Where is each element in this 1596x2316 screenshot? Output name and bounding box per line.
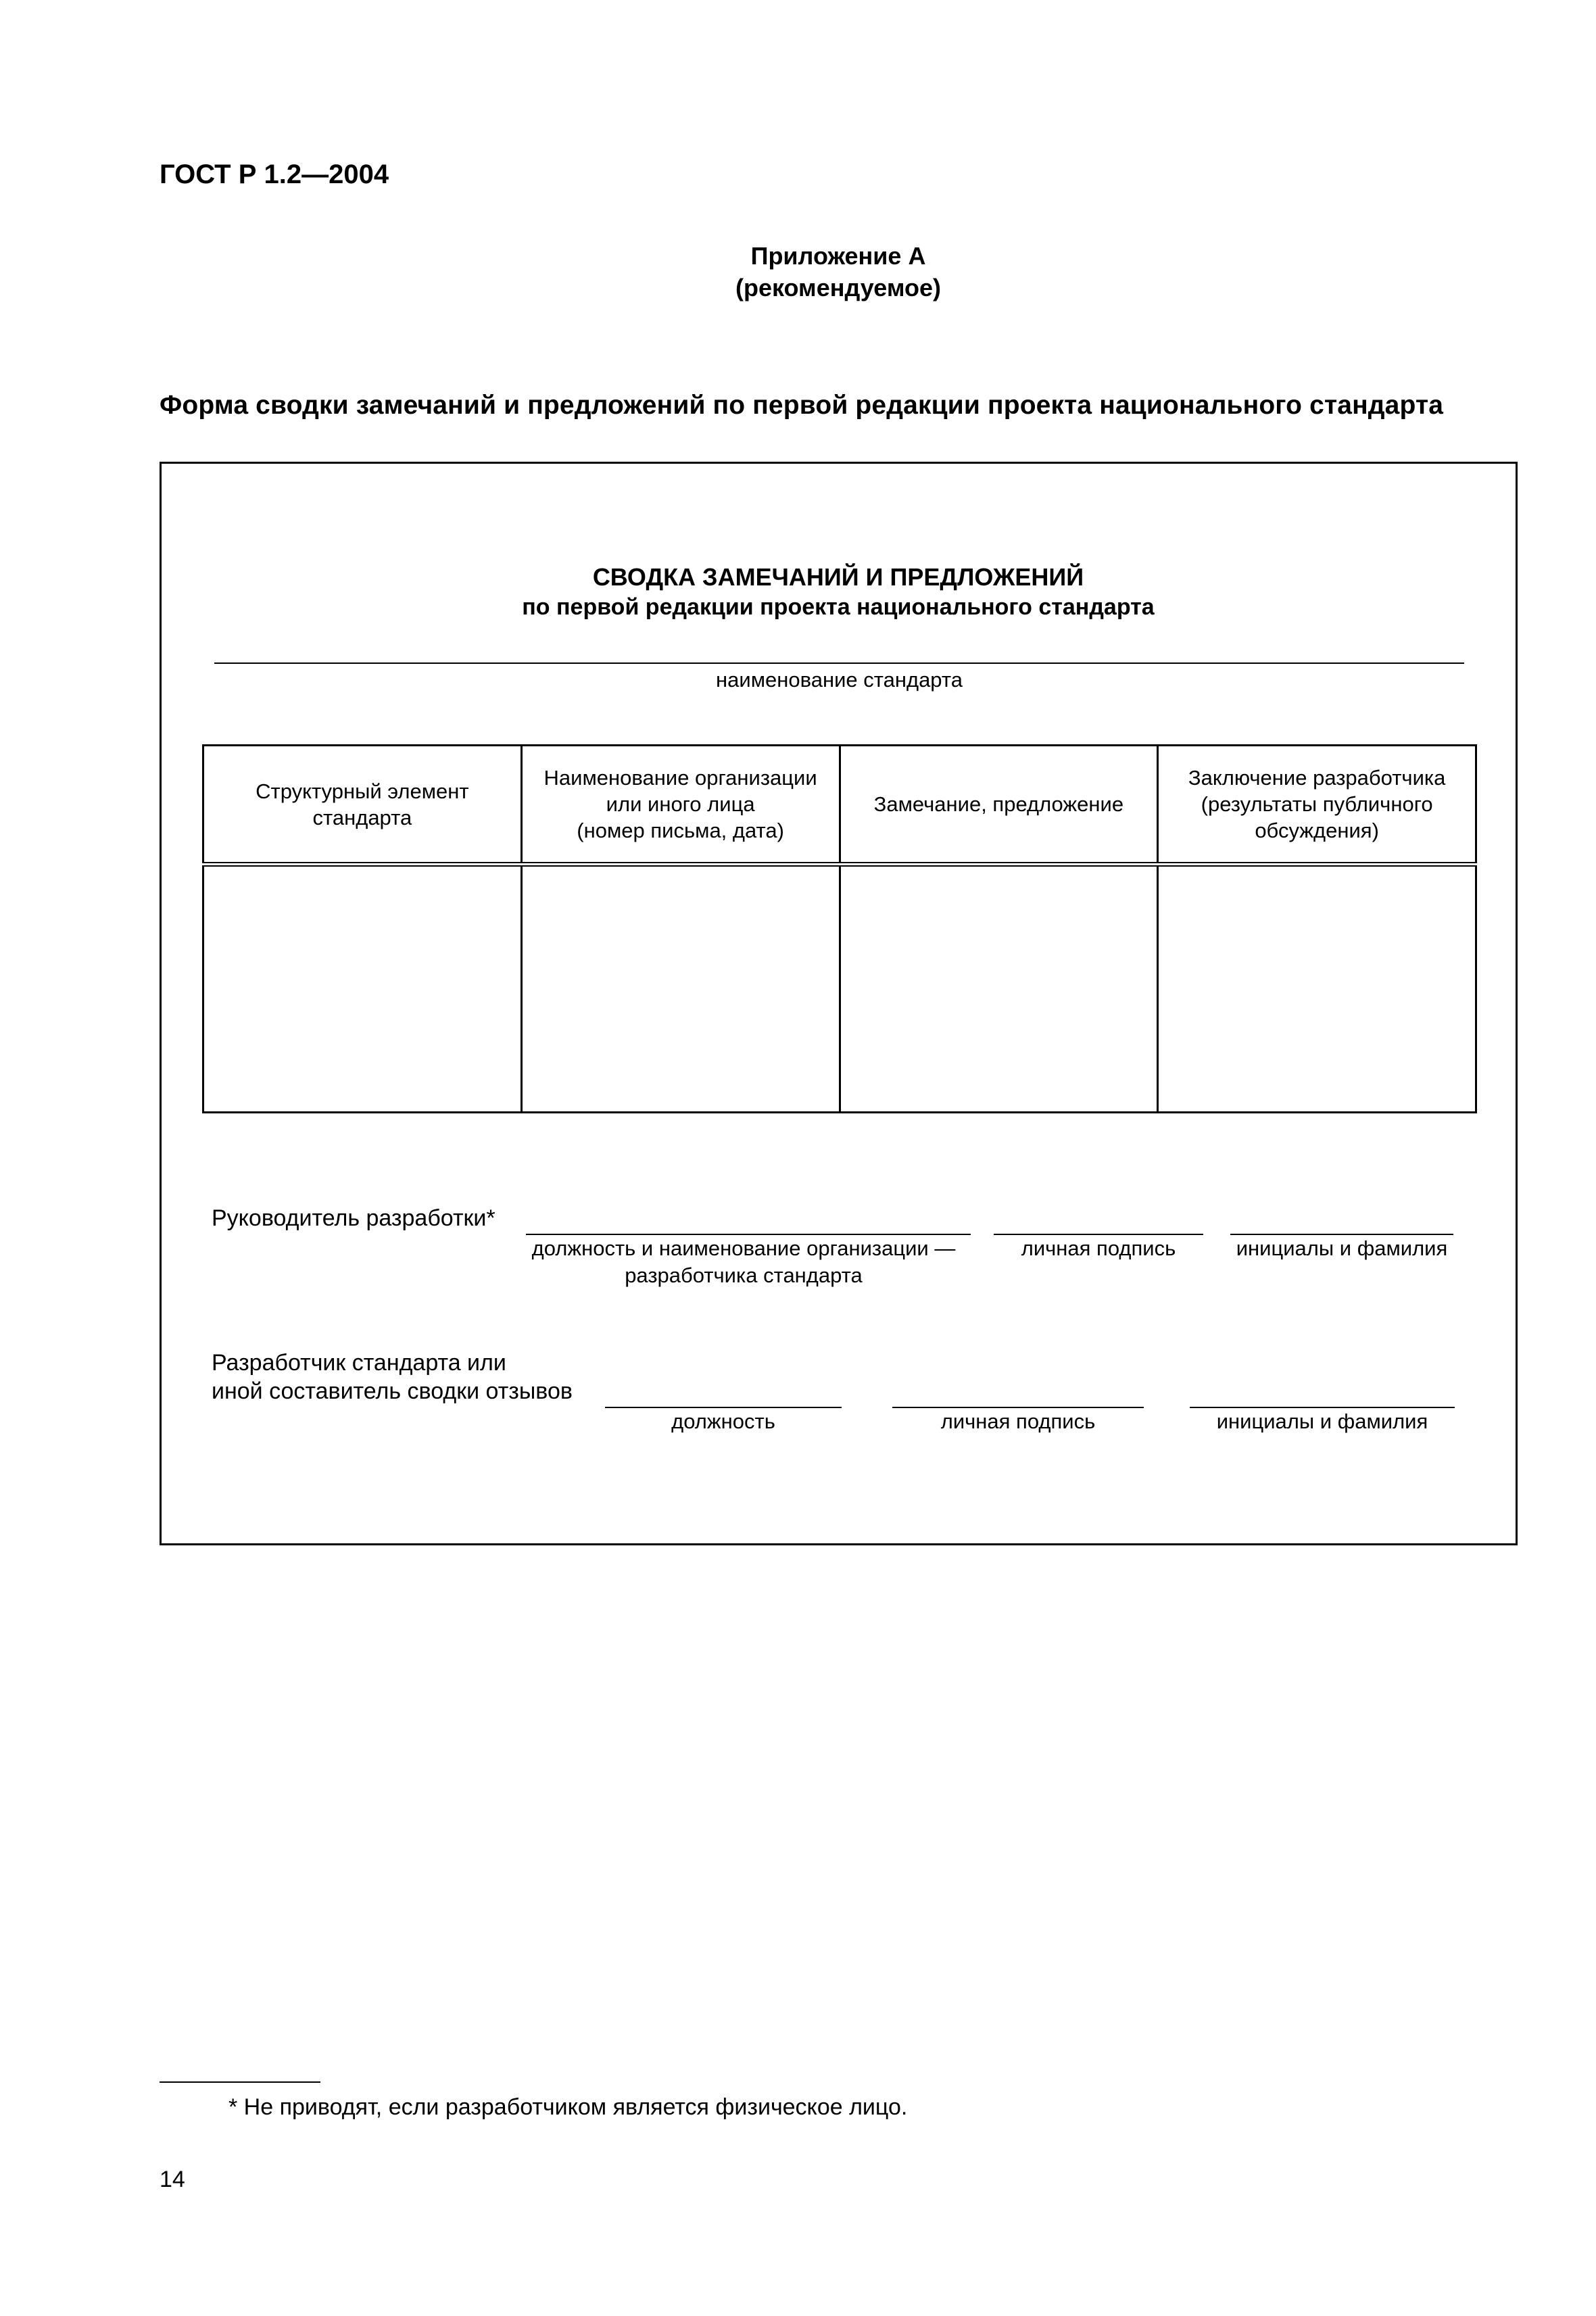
- lead-signature-caption: личная подпись: [1021, 1236, 1176, 1260]
- form-heading: Форма сводки замечаний и предложений по первой редакции проекта национального стандарта: [160, 391, 1444, 420]
- page-number: 14: [160, 2167, 185, 2192]
- header-line: обсуждения): [1255, 819, 1379, 842]
- developer-label-line1: Разработчик стандарта или: [212, 1350, 506, 1376]
- header-line: или иного лица: [606, 792, 755, 816]
- column-header-developer-conclusion: [1158, 746, 1476, 865]
- annex-label: Приложение А: [750, 242, 926, 270]
- footnote: * Не приводят, если разработчиком является физическое лицо.: [228, 2094, 908, 2120]
- header-line: Заключение разработчика: [1188, 766, 1446, 790]
- table-cell[interactable]: [1158, 865, 1476, 1113]
- comments-table: [202, 744, 1477, 1113]
- column-header-organization: [521, 746, 840, 865]
- form-title: СВОДКА ЗАМЕЧАНИЙ И ПРЕДЛОЖЕНИЙ: [592, 563, 1084, 591]
- annex-title: [676, 240, 1000, 304]
- header-line: (результаты публичного: [1201, 792, 1433, 816]
- developer-name-caption: инициалы и фамилия: [1216, 1409, 1428, 1433]
- footnote-rule: [160, 2081, 320, 2083]
- header-line: Структурный элемент: [256, 779, 469, 803]
- caption-line: должность и наименование организации —: [531, 1236, 956, 1260]
- table-cell[interactable]: [203, 865, 522, 1113]
- column-header-comment: [840, 746, 1158, 865]
- standard-name-caption: наименование стандарта: [716, 668, 963, 692]
- table-row: [203, 865, 1476, 1113]
- header-line: (номер письма, дата): [577, 819, 784, 842]
- table-header-row: [203, 746, 1476, 865]
- table-cell[interactable]: [840, 865, 1158, 1113]
- document-code: ГОСТ Р 1.2—2004: [160, 160, 389, 189]
- caption-line: разработчика стандарта: [625, 1263, 863, 1287]
- developer-label-line2: иной составитель сводки отзывов: [212, 1378, 573, 1404]
- annex-status: (рекомендуемое): [735, 274, 941, 301]
- header-line: стандарта: [312, 805, 412, 829]
- header-line: Замечание, предложение: [873, 792, 1124, 816]
- developer-position-caption: должность: [671, 1409, 775, 1433]
- form-subtitle: по первой редакции проекта национального стандарта: [522, 594, 1155, 620]
- header-line: Наименование организации: [543, 766, 817, 790]
- table-cell[interactable]: [521, 865, 840, 1113]
- form-title-block: [406, 562, 1271, 622]
- lead-label: Руководитель разработки*: [212, 1205, 495, 1231]
- lead-name-caption: инициалы и фамилия: [1236, 1236, 1448, 1260]
- developer-signature-caption: личная подпись: [940, 1409, 1096, 1433]
- standard-name-field[interactable]: [214, 662, 1464, 664]
- column-header-structural-element: [203, 746, 522, 865]
- lead-position-caption: [500, 1235, 987, 1289]
